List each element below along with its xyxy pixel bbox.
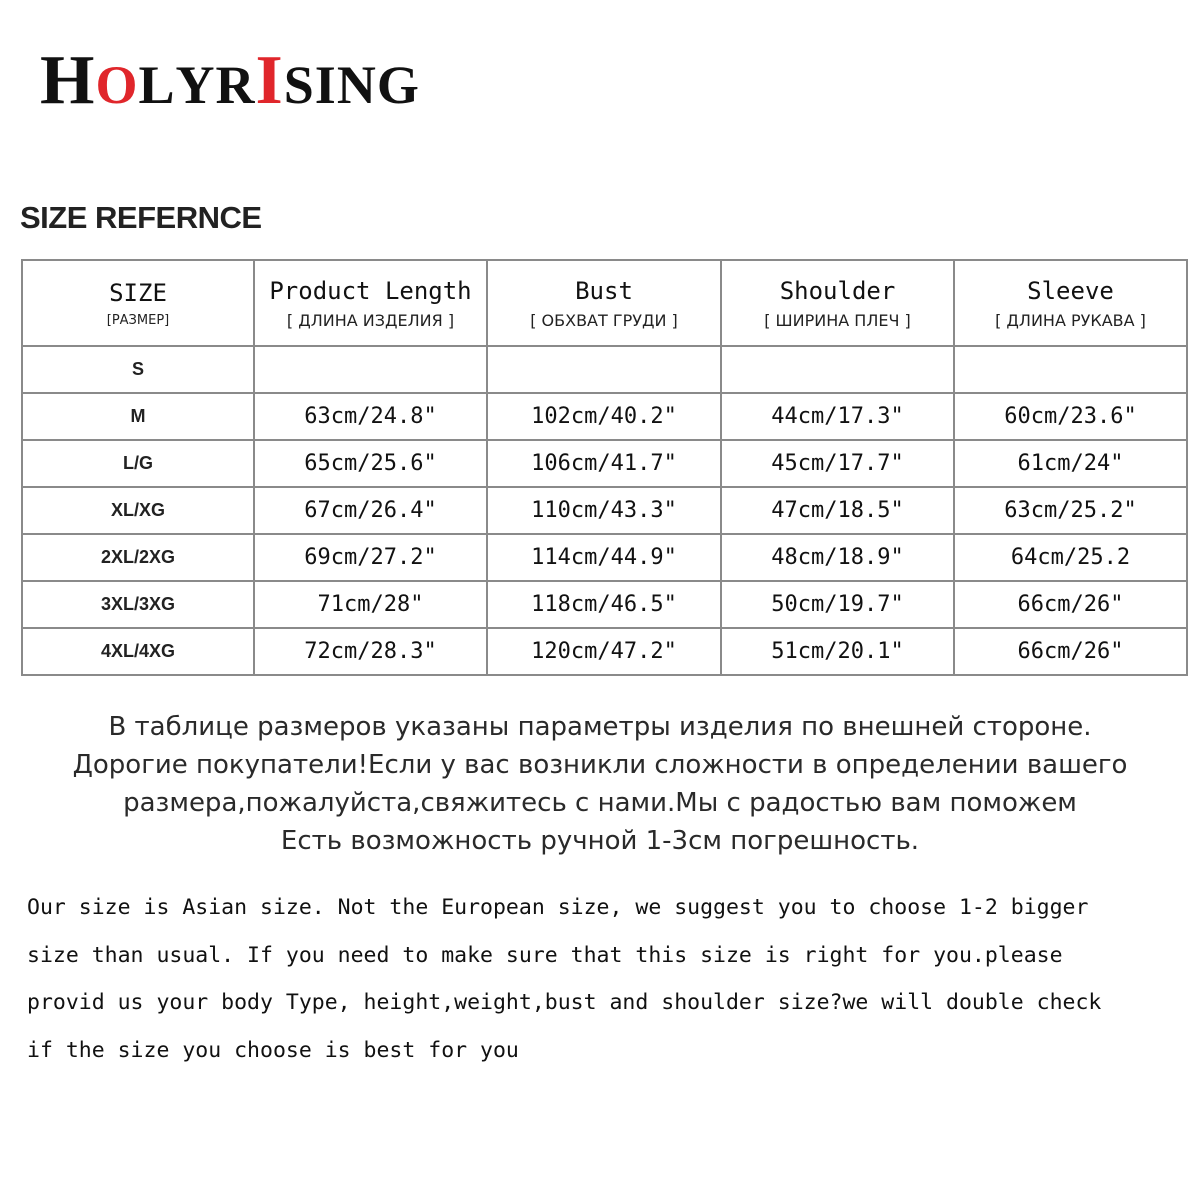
brand-logo — [40, 42, 420, 119]
header-ru: [ ОБХВАТ ГРУДИ ] — [530, 310, 678, 330]
header-ru: [РАЗМЕР] — [106, 312, 170, 328]
table-row — [22, 534, 1187, 581]
value-cell: 102cm/40.2" — [487, 393, 721, 440]
size-label: 2XL/2XG — [100, 547, 176, 567]
size-table — [21, 259, 1188, 676]
size-label: S — [131, 359, 144, 379]
value-cell: 65cm/25.6" — [254, 440, 487, 487]
value-cell: 66cm/26" — [954, 581, 1187, 628]
logo-letter: G — [376, 55, 420, 115]
table-row — [22, 487, 1187, 534]
size-cell — [22, 487, 254, 534]
size-label: 4XL/4XG — [100, 641, 176, 661]
size-cell — [22, 628, 254, 675]
logo-letter: Y — [175, 55, 216, 115]
value-cell — [721, 346, 954, 393]
size-label: 3XL/3XG — [100, 594, 176, 614]
ru-note-line: Есть возможность ручной 1-3см погрешность. — [280, 826, 920, 856]
size-cell — [22, 393, 254, 440]
value-cell: 44cm/17.3" — [721, 393, 954, 440]
value-cell: 71cm/28" — [254, 581, 487, 628]
value-cell: 45cm/17.7" — [721, 440, 954, 487]
header-bust — [487, 260, 721, 346]
en-note-line: provid us your body Type, height,weight,bust and shoulder size?we will double check — [27, 990, 1102, 1015]
value-cell: 64cm/25.2 — [954, 534, 1187, 581]
logo-letter: I — [314, 55, 337, 115]
ru-note-line: Дорогие покупатели!Если у вас возникли сложности в определении вашего — [72, 750, 1128, 780]
en-note-line: Our size is Asian size. Not the European size, we suggest you to choose 1-2 bigger — [27, 895, 1089, 920]
value-cell: 51cm/20.1" — [721, 628, 954, 675]
value-cell: 69cm/27.2" — [254, 534, 487, 581]
logo-letter: N — [336, 55, 377, 115]
logo-letter: S — [283, 55, 315, 115]
en-note-line: if the size you choose is best for you — [27, 1037, 519, 1063]
value-cell: 63cm/25.2" — [954, 487, 1187, 534]
section-title: SIZE REFERNCE — [20, 200, 262, 235]
header-en: Bust — [575, 276, 633, 305]
en-note-line: size than usual. If you need to make sure that this size is right for you.please — [27, 942, 1063, 968]
value-cell — [487, 346, 721, 393]
header-ru: [ ДЛИНА ИЗДЕЛИЯ ] — [286, 310, 455, 330]
value-cell: 114cm/44.9" — [487, 534, 721, 581]
logo-letter: R — [215, 55, 256, 115]
size-cell — [22, 346, 254, 393]
value-cell: 110cm/43.3" — [487, 487, 721, 534]
value-cell: 106cm/41.7" — [487, 440, 721, 487]
table-row — [22, 628, 1187, 675]
header-en: Sleeve — [1027, 276, 1114, 305]
value-cell: 118cm/46.5" — [487, 581, 721, 628]
header-sleeve — [954, 260, 1187, 346]
ru-note-line: В таблице размеров указаны параметры изделия по внешней стороне. — [108, 712, 1092, 742]
table-row — [22, 581, 1187, 628]
size-label: XL/XG — [110, 500, 165, 520]
size-cell — [22, 534, 254, 581]
value-cell — [254, 346, 487, 393]
value-cell: 60cm/23.6" — [954, 393, 1187, 440]
logo-letter: L — [138, 55, 176, 115]
logo-letter: H — [40, 42, 96, 119]
table-row — [22, 346, 1187, 393]
value-cell: 47cm/18.5" — [721, 487, 954, 534]
russian-notes — [0, 708, 1200, 860]
size-label: M — [130, 406, 146, 426]
header-size — [22, 260, 254, 346]
value-cell: 61cm/24" — [954, 440, 1187, 487]
ru-note-line: размера,пожалуйста,свяжитесь с нами.Мы с радостью вам поможем — [123, 788, 1077, 818]
value-cell: 63cm/24.8" — [254, 393, 487, 440]
logo-letter: I — [255, 42, 284, 119]
size-cell — [22, 440, 254, 487]
table-row — [22, 440, 1187, 487]
header-ru: [ ДЛИНА РУКАВА ] — [995, 310, 1146, 330]
header-en: SIZE — [109, 278, 167, 307]
header-product-length — [254, 260, 487, 346]
header-shoulder — [721, 260, 954, 346]
table-header-row — [22, 260, 1187, 346]
value-cell: 48cm/18.9" — [721, 534, 954, 581]
value-cell: 72cm/28.3" — [254, 628, 487, 675]
size-label: L/G — [123, 453, 153, 473]
value-cell: 50cm/19.7" — [721, 581, 954, 628]
logo-letter: O — [95, 55, 139, 115]
header-en: Shoulder — [779, 276, 896, 305]
header-ru: [ ШИРИНА ПЛЕЧ ] — [764, 310, 911, 330]
value-cell — [954, 346, 1187, 393]
english-note — [27, 884, 1177, 1074]
table-row — [22, 393, 1187, 440]
size-cell — [22, 581, 254, 628]
header-en: Product Length — [269, 276, 472, 305]
value-cell: 66cm/26" — [954, 628, 1187, 675]
value-cell: 120cm/47.2" — [487, 628, 721, 675]
value-cell: 67cm/26.4" — [254, 487, 487, 534]
